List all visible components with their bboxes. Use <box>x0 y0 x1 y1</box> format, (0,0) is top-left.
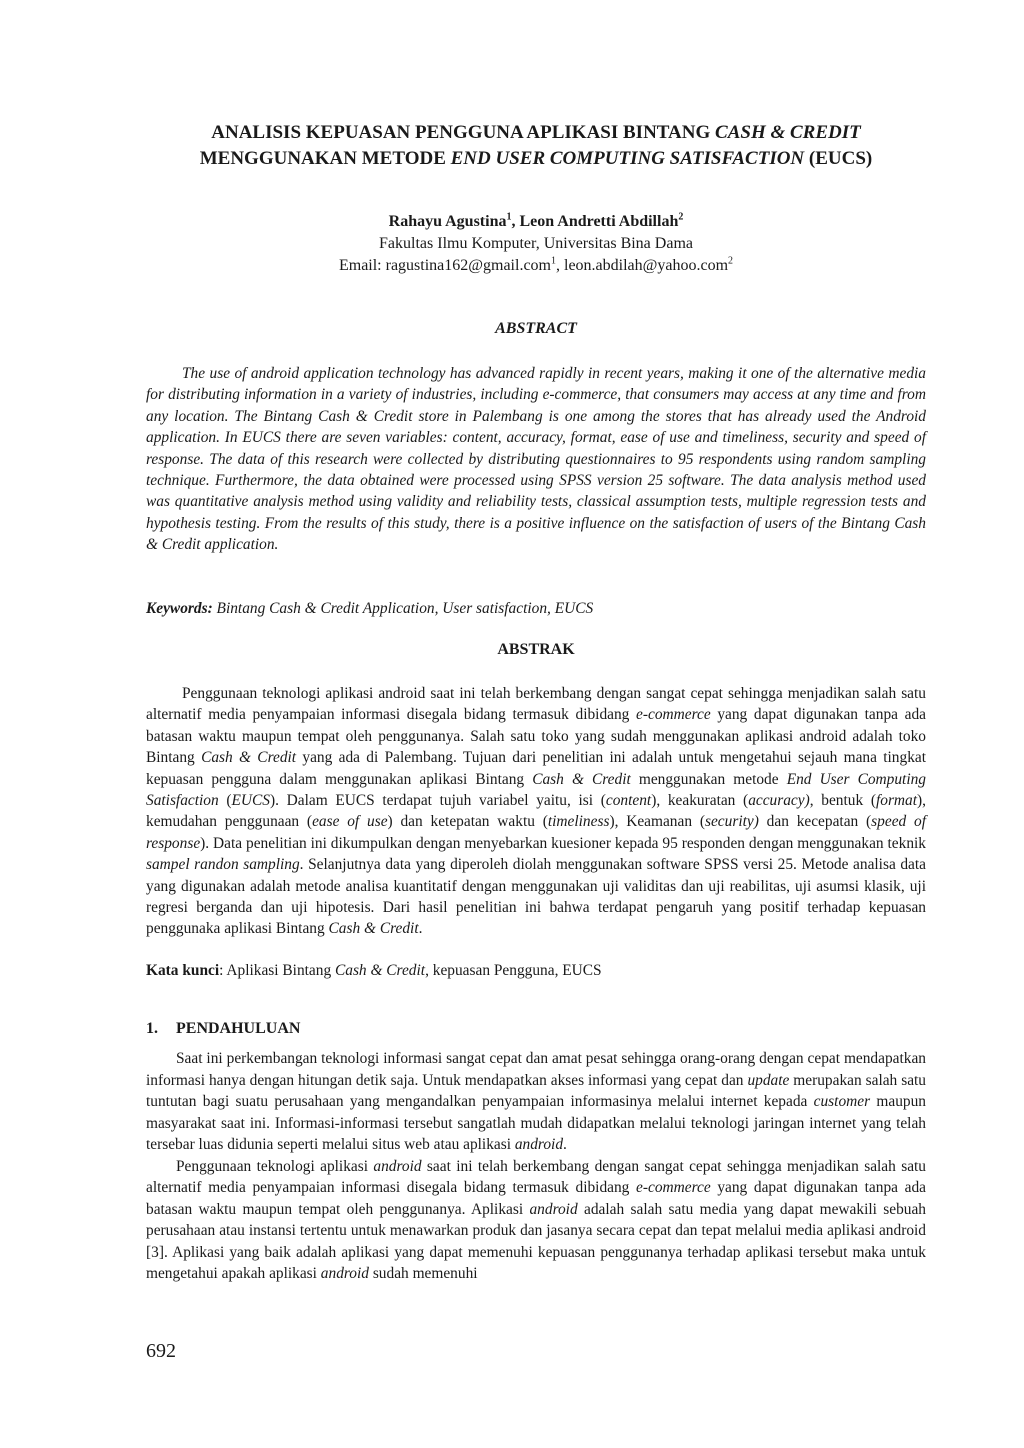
title-line-2: MENGGUNAKAN METODE END USER COMPUTING SATISFACTION (EUCS) <box>199 148 873 169</box>
author-block <box>146 211 926 277</box>
section-paragraph-2: Penggunaan teknologi aplikasi android saat ini telah berkembang dengan sangat cepat sehingga menjadikan salah satu alternatif media penyampaian informasi disegala bidang termasuk dibidang e-commerce yang dapat digunakan tanpa ada batasan waktu maupun tempat oleh penggunanya. Aplikasi android adalah salah satu media yang dapat mewakili sebuah perusahaan atau instansi tertentu untuk menawarkan produk dan jasanya secara cepat dan tepat melalui media aplikasi android [3]. Aplikasi yang baik adalah aplikasi yang dapat memenuhi kepuasan penggunanya terhadap aplikasi tersebut maka untuk mengetahui apakah aplikasi android sudah memenuhi <box>146 1157 927 1282</box>
abstrak-heading: ABSTRAK <box>497 641 575 658</box>
keywords-line: Keywords: Bintang Cash & Credit Application, User satisfaction, EUCS <box>146 600 594 617</box>
section-paragraph-1: Saat ini perkembangan teknologi informasi sangat cepat dan amat pesat sehingga orang-orang dengan cepat mendapatkan informasi hanya dengan hitungan detik saja. Untuk mendapatkan akses informasi yang cepat dan update merupakan salah satu tuntutan bagi suatu perusahaan yang mengandalkan penyampaian informasinya melalui internet kepada customer maupun masyarakat saat ini. Informasi-informasi tersebut sangatlah mudah didapatkan melalui teknologi jaringan internet yang telah tersebar luas didunia seperti melalui situs web atau aplikasi android. <box>146 1050 926 1153</box>
abstrak-text: Penggunaan teknologi aplikasi android saat ini telah berkembang dengan sangat cepat sehingga menjadikan salah satu alternatif media penyampaian informasi disegala bidang termasuk dibidang e-commerce yang dapat digunakan tanpa ada batasan waktu maupun tempat oleh penggunanya. Salah satu toko yang sudah menggunakan aplikasi android adalah toko Bintang Cash & Credit yang ada di Palembang. Tujuan dari penelitian ini adalah untuk mengetahui sejauh mana tingkat kepuasan pengguna dalam menggunakan aplikasi Bintang Cash & Credit menggunakan metode End User Computing Satisfaction (EUCS). Dalam EUCS terdapat tujuh variabel yaitu, isi (content), keakuratan (accuracy), bentuk (format), kemudahan penggunaan (ease of use) dan ketepatan waktu (timeliness), Keamanan (security) dan kecepatan (speed of response). Data penelitian ini dikumpulkan dengan menyebarkan kuesioner kepada 95 responden dengan menggunakan teknik sampel randon sampling. Selanjutnya data yang diperoleh diolah menggunakan software SPSS versi 25. Metode analisa data yang digunakan adalah metode analisa kuantitatif dengan menggunakan uji validitas dan uji reabilitas, uji asumsi klasik, uji regresi berganda dan uji hipotesis. Dari hasil penelitian ini bahwa terdapat pengaruh yang positif terhadap kepuasan penggunaka aplikasi Bintang Cash & Credit. <box>146 685 927 938</box>
page-number: 692 <box>146 1340 176 1362</box>
author-names: Rahayu Agustina$^1$, Leon Andretti Abdillah$^2$ <box>388 211 684 230</box>
kata-kunci-line: Kata kunci: Aplikasi Bintang Cash & Credit, kepuasan Pengguna, EUCS <box>146 962 602 979</box>
section-heading: 1. PENDAHULUAN <box>146 1020 301 1037</box>
abstract-heading: ABSTRACT <box>495 320 577 337</box>
affiliation: Fakultas Ilmu Komputer, Universitas Bina Dama <box>379 235 693 252</box>
section-body <box>146 1048 926 1285</box>
title-line-1: ANALISIS KEPUASAN PENGGUNA APLIKASI BINTANG CASH & CREDIT <box>211 122 861 143</box>
paper-title <box>146 120 926 172</box>
author-emails: Email: ragustina162@gmail.com$^1$, leon.abdilah@yahoo.com$^2$ <box>338 255 734 274</box>
abstract-text: The use of android application technology has advanced rapidly in recent years, making it one of the alternative media for distributing information in a variety of industries, including e-commerce, that consumers may access at any time and from any location. The Bintang Cash & Credit store in Palembang is one among the stores that has already used the Android application. In EUCS there are seven variables: content, accuracy, format, ease of use and timeliness, security and speed of response. The data of this research were collected by distributing questionnaires to 95 respondents using random sampling technique. Furthermore, the data obtained were processed using SPSS version 25 software. The data analysis method used was quantitative analysis method using validity and reliability tests, classical assumption tests, multiple regression tests and hypothesis testing. From the results of this study, there is a positive influence on the satisfaction of users of the Bintang Cash & Credit application. <box>146 365 926 554</box>
